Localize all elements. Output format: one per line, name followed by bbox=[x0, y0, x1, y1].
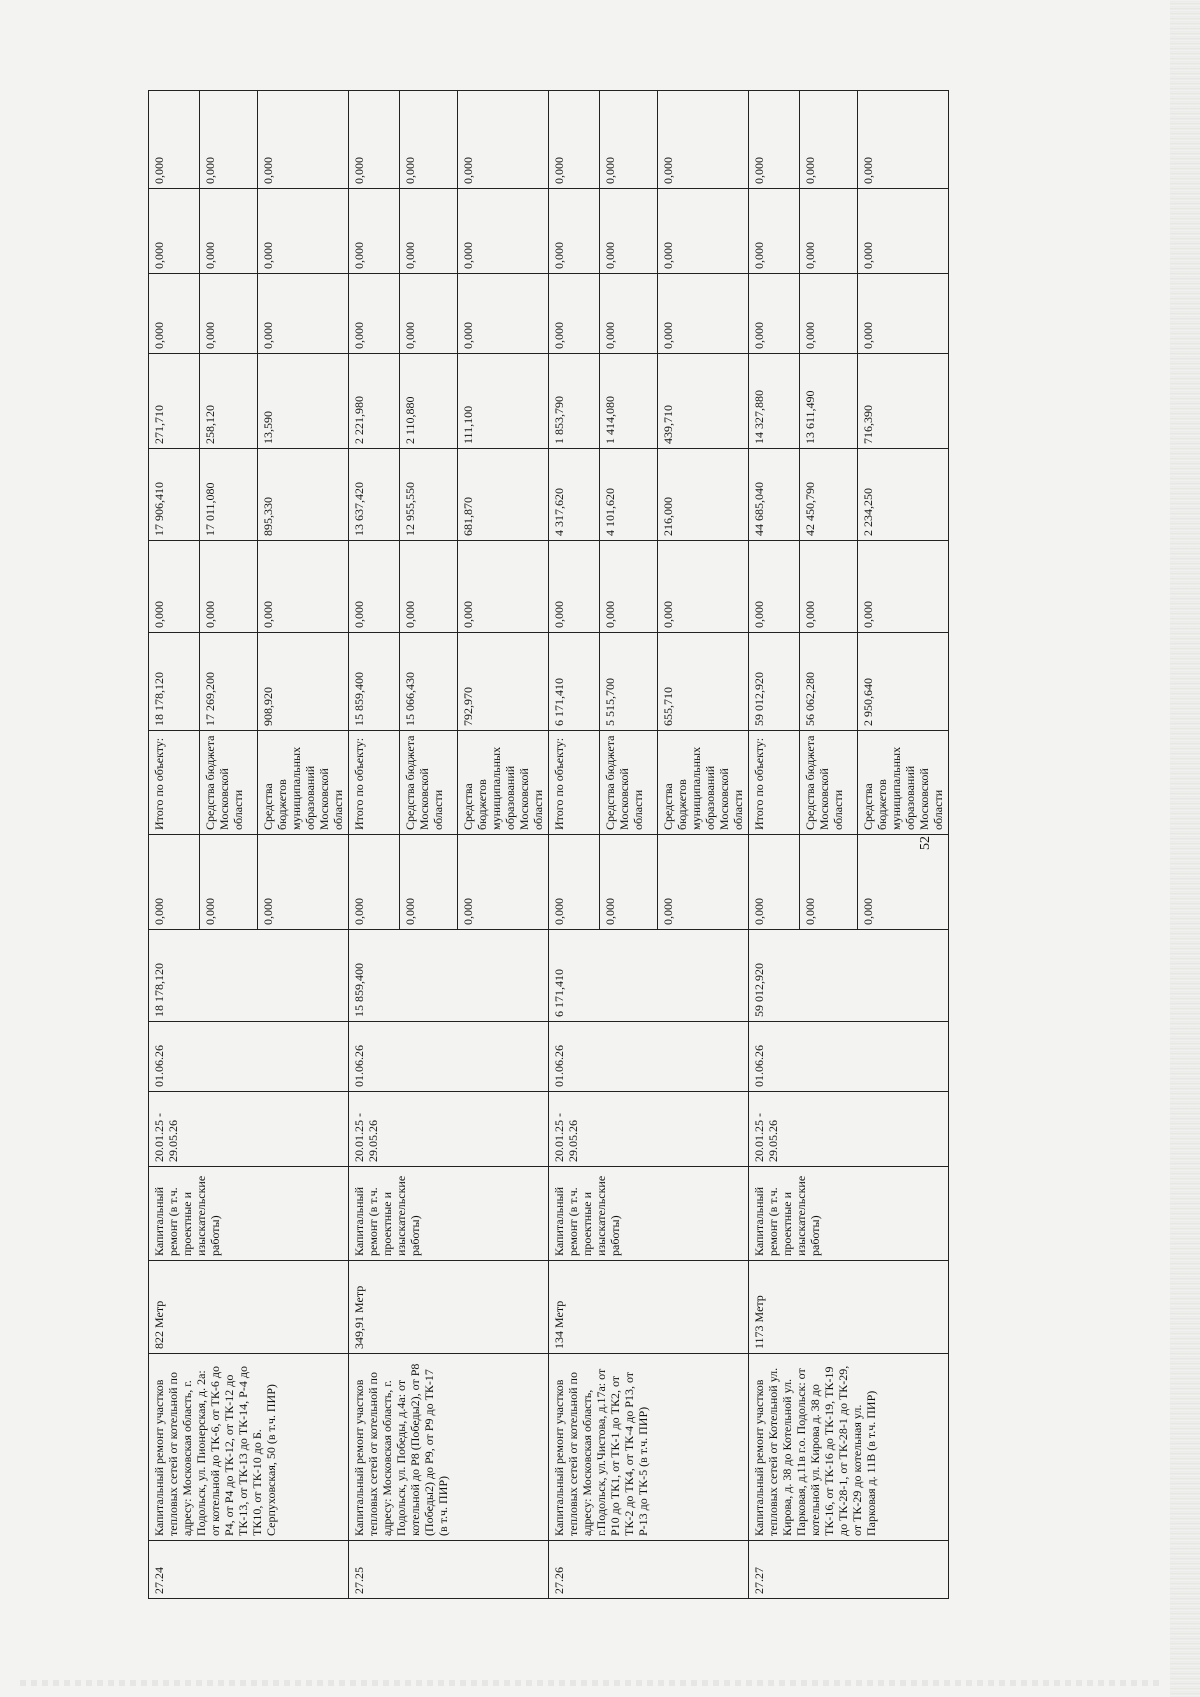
amount-year5-cell: 0,000 bbox=[200, 189, 258, 274]
amount-year3-cell: 716,390 bbox=[858, 354, 949, 449]
remaining-amount-cell: 0,000 bbox=[749, 91, 800, 189]
funding-source-cell: Средства бюджетов муниципальных образований Московской области bbox=[658, 731, 749, 835]
amount-year1-cell: 0,000 bbox=[149, 541, 200, 633]
remaining-amount-cell: 0,000 bbox=[149, 91, 200, 189]
funding-source-cell: Итого по объекту: bbox=[149, 731, 200, 835]
amount-total-cell: 56 062,280 bbox=[800, 633, 858, 731]
prev-amount-cell: 0,000 bbox=[858, 835, 949, 930]
amount-year5-cell: 0,000 bbox=[458, 189, 549, 274]
amount-year1-cell: 0,000 bbox=[258, 541, 349, 633]
remaining-amount-cell: 0,000 bbox=[349, 91, 400, 189]
row-number-cell: 27.25 bbox=[349, 1541, 549, 1599]
amount-year4-cell: 0,000 bbox=[349, 274, 400, 354]
amount-total-cell: 908,920 bbox=[258, 633, 349, 731]
table-row bbox=[349, 91, 400, 1599]
total-cost-cell: 18 178,120 bbox=[149, 930, 349, 1022]
remaining-amount-cell: 0,000 bbox=[600, 91, 658, 189]
amount-year2-cell: 44 685,040 bbox=[749, 449, 800, 541]
amount-year2-cell: 2 234,250 bbox=[858, 449, 949, 541]
row-number-cell: 27.24 bbox=[149, 1541, 349, 1599]
remaining-amount-cell: 0,000 bbox=[549, 91, 600, 189]
amount-year2-cell: 4 317,620 bbox=[549, 449, 600, 541]
prev-amount-cell: 0,000 bbox=[149, 835, 200, 930]
date-cell: 01.06.26 bbox=[149, 1022, 349, 1092]
amount-year4-cell: 0,000 bbox=[800, 274, 858, 354]
prev-amount-cell: 0,000 bbox=[349, 835, 400, 930]
amount-year4-cell: 0,000 bbox=[749, 274, 800, 354]
amount-year5-cell: 0,000 bbox=[400, 189, 458, 274]
amount-total-cell: 59 012,920 bbox=[749, 633, 800, 731]
amount-year1-cell: 0,000 bbox=[600, 541, 658, 633]
objects-table bbox=[148, 90, 949, 1599]
amount-total-cell: 2 950,640 bbox=[858, 633, 949, 731]
amount-year1-cell: 0,000 bbox=[858, 541, 949, 633]
measure-cell: 822 Метр bbox=[149, 1261, 349, 1354]
prev-amount-cell: 0,000 bbox=[658, 835, 749, 930]
scan-edge bbox=[1170, 0, 1200, 1697]
measure-cell: 1173 Метр bbox=[749, 1261, 949, 1354]
amount-year1-cell: 0,000 bbox=[200, 541, 258, 633]
amount-year5-cell: 0,000 bbox=[749, 189, 800, 274]
amount-year5-cell: 0,000 bbox=[349, 189, 400, 274]
amount-year5-cell: 0,000 bbox=[149, 189, 200, 274]
amount-year5-cell: 0,000 bbox=[658, 189, 749, 274]
remaining-amount-cell: 0,000 bbox=[658, 91, 749, 189]
prev-amount-cell: 0,000 bbox=[258, 835, 349, 930]
funding-source-cell: Средства бюджета Московской области bbox=[600, 731, 658, 835]
amount-year2-cell: 42 450,790 bbox=[800, 449, 858, 541]
prev-amount-cell: 0,000 bbox=[200, 835, 258, 930]
total-cost-cell: 6 171,410 bbox=[549, 930, 749, 1022]
amount-year5-cell: 0,000 bbox=[800, 189, 858, 274]
measure-cell: 349,91 Метр bbox=[349, 1261, 549, 1354]
amount-year2-cell: 681,870 bbox=[458, 449, 549, 541]
amount-year3-cell: 439,710 bbox=[658, 354, 749, 449]
amount-year3-cell: 2 110,880 bbox=[400, 354, 458, 449]
table-row bbox=[749, 91, 800, 1599]
object-name-cell: Капитальный ремонт участков тепловых сетей от Котельной ул. Кирова, д. 38 до Котельной ул. Парковая, д.11в г.о. Подольск: от котельной ул. Кирова д. 38 до ТК-16, от ТК-16 до ТК-19, ТК-19 до ТК-28-1, от ТК-28-1 до ТК-29, от ТК-29 до котельная ул. Парковая д. 11В (в т.ч. ПИР) bbox=[749, 1354, 949, 1541]
prev-amount-cell: 0,000 bbox=[800, 835, 858, 930]
amount-total-cell: 18 178,120 bbox=[149, 633, 200, 731]
funding-source-cell: Средства бюджета Московской области bbox=[200, 731, 258, 835]
period-cell: 20.01.25 - 29.05.26 bbox=[549, 1092, 749, 1167]
amount-year3-cell: 271,710 bbox=[149, 354, 200, 449]
total-cost-cell: 59 012,920 bbox=[749, 930, 949, 1022]
amount-total-cell: 15 859,400 bbox=[349, 633, 400, 731]
amount-total-cell: 655,710 bbox=[658, 633, 749, 731]
page-number-text: 52 bbox=[918, 836, 933, 850]
period-cell: 20.01.25 - 29.05.26 bbox=[149, 1092, 349, 1167]
prev-amount-cell: 0,000 bbox=[400, 835, 458, 930]
amount-year2-cell: 13 637,420 bbox=[349, 449, 400, 541]
amount-year2-cell: 12 955,550 bbox=[400, 449, 458, 541]
amount-year2-cell: 216,000 bbox=[658, 449, 749, 541]
work-type-cell: Капитальный ремонт (в т.ч. проектные и изыскательские работы) bbox=[749, 1167, 949, 1261]
scan-noise bbox=[20, 1680, 1160, 1686]
period-cell: 20.01.25 - 29.05.26 bbox=[749, 1092, 949, 1167]
object-name-cell: Капитальный ремонт участков тепловых сетей от котельной по адресу: Московская область, г. Подольск, ул. Пионерская, д. 2а: от котельной до ТК-6, от ТК-6 до Р4, от Р4 до ТК-12, от ТК-12 до ТК-13, от ТК-13 до ТК-14, Р-4 до ТК10, от ТК-10 до Б. Серпуховская, 50 (в т.ч. ПИР) bbox=[149, 1354, 349, 1541]
date-cell: 01.06.26 bbox=[749, 1022, 949, 1092]
date-cell: 01.06.26 bbox=[549, 1022, 749, 1092]
amount-year5-cell: 0,000 bbox=[600, 189, 658, 274]
amount-year2-cell: 895,330 bbox=[258, 449, 349, 541]
amount-year3-cell: 2 221,980 bbox=[349, 354, 400, 449]
amount-year1-cell: 0,000 bbox=[800, 541, 858, 633]
funding-source-cell: Средства бюджетов муниципальных образований Московской области bbox=[858, 731, 949, 835]
funding-source-cell: Итого по объекту: bbox=[349, 731, 400, 835]
amount-year4-cell: 0,000 bbox=[400, 274, 458, 354]
amount-year4-cell: 0,000 bbox=[458, 274, 549, 354]
row-number-cell: 27.26 bbox=[549, 1541, 749, 1599]
amount-total-cell: 792,970 bbox=[458, 633, 549, 731]
funding-source-cell: Средства бюджетов муниципальных образований Московской области bbox=[458, 731, 549, 835]
amount-year3-cell: 13 611,490 bbox=[800, 354, 858, 449]
amount-year4-cell: 0,000 bbox=[549, 274, 600, 354]
amount-year2-cell: 4 101,620 bbox=[600, 449, 658, 541]
remaining-amount-cell: 0,000 bbox=[400, 91, 458, 189]
prev-amount-cell: 0,000 bbox=[549, 835, 600, 930]
work-type-cell: Капитальный ремонт (в т.ч. проектные и изыскательские работы) bbox=[349, 1167, 549, 1261]
amount-year3-cell: 14 327,880 bbox=[749, 354, 800, 449]
amount-year3-cell: 111,100 bbox=[458, 354, 549, 449]
object-name-cell: Капитальный ремонт участков тепловых сетей от котельной по адресу: Московская область, г. Подольск, ул. Победы, д.4а: от котельной до Р8 (Победы2), от Р8 (Победы2) до Р9, от Р9 до ТК-17 (в т.ч. ПИР) bbox=[349, 1354, 549, 1541]
remaining-amount-cell: 0,000 bbox=[858, 91, 949, 189]
amount-year4-cell: 0,000 bbox=[658, 274, 749, 354]
prev-amount-cell: 0,000 bbox=[600, 835, 658, 930]
date-cell: 01.06.26 bbox=[349, 1022, 549, 1092]
amount-year3-cell: 258,120 bbox=[200, 354, 258, 449]
object-name-cell: Капитальный ремонт участков тепловых сетей от котельной по адресу: Московская область, г.Подольск, ул.Чистова, д.17а: от Р10 до ТК1, от ТК-1 до ТК2, от ТК-2 до ТК4, от ТК-4 до Р13, от Р-13 до ТК-5 (в т.ч. ПИР) bbox=[549, 1354, 749, 1541]
funding-source-cell: Средства бюджета Московской области bbox=[800, 731, 858, 835]
amount-year1-cell: 0,000 bbox=[349, 541, 400, 633]
amount-total-cell: 5 515,700 bbox=[600, 633, 658, 731]
funding-source-cell: Итого по объекту: bbox=[549, 731, 600, 835]
amount-year4-cell: 0,000 bbox=[200, 274, 258, 354]
amount-year3-cell: 13,590 bbox=[258, 354, 349, 449]
amount-total-cell: 6 171,410 bbox=[549, 633, 600, 731]
amount-year3-cell: 1 414,080 bbox=[600, 354, 658, 449]
amount-year5-cell: 0,000 bbox=[858, 189, 949, 274]
amount-year3-cell: 1 853,790 bbox=[549, 354, 600, 449]
amount-year4-cell: 0,000 bbox=[149, 274, 200, 354]
period-cell: 20.01.25 - 29.05.26 bbox=[349, 1092, 549, 1167]
work-type-cell: Капитальный ремонт (в т.ч. проектные и изыскательские работы) bbox=[149, 1167, 349, 1261]
remaining-amount-cell: 0,000 bbox=[458, 91, 549, 189]
amount-year1-cell: 0,000 bbox=[749, 541, 800, 633]
prev-amount-cell: 0,000 bbox=[458, 835, 549, 930]
amount-year2-cell: 17 906,410 bbox=[149, 449, 200, 541]
amount-year5-cell: 0,000 bbox=[258, 189, 349, 274]
rotated-table-wrapper bbox=[148, 91, 945, 1599]
amount-total-cell: 15 066,430 bbox=[400, 633, 458, 731]
amount-year1-cell: 0,000 bbox=[458, 541, 549, 633]
amount-year1-cell: 0,000 bbox=[549, 541, 600, 633]
amount-year4-cell: 0,000 bbox=[600, 274, 658, 354]
remaining-amount-cell: 0,000 bbox=[258, 91, 349, 189]
table-row bbox=[549, 91, 600, 1599]
amount-year4-cell: 0,000 bbox=[858, 274, 949, 354]
total-cost-cell: 15 859,400 bbox=[349, 930, 549, 1022]
amount-year5-cell: 0,000 bbox=[549, 189, 600, 274]
row-number-cell: 27.27 bbox=[749, 1541, 949, 1599]
amount-year4-cell: 0,000 bbox=[258, 274, 349, 354]
amount-year2-cell: 17 011,080 bbox=[200, 449, 258, 541]
remaining-amount-cell: 0,000 bbox=[800, 91, 858, 189]
work-type-cell: Капитальный ремонт (в т.ч. проектные и изыскательские работы) bbox=[549, 1167, 749, 1261]
page-number bbox=[918, 836, 934, 850]
funding-source-cell: Средства бюджетов муниципальных образований Московской области bbox=[258, 731, 349, 835]
table-row bbox=[149, 91, 200, 1599]
table-body bbox=[149, 91, 949, 1599]
funding-source-cell: Итого по объекту: bbox=[749, 731, 800, 835]
amount-year1-cell: 0,000 bbox=[658, 541, 749, 633]
measure-cell: 134 Метр bbox=[549, 1261, 749, 1354]
amount-year1-cell: 0,000 bbox=[400, 541, 458, 633]
amount-total-cell: 17 269,200 bbox=[200, 633, 258, 731]
funding-source-cell: Средства бюджета Московской области bbox=[400, 731, 458, 835]
remaining-amount-cell: 0,000 bbox=[200, 91, 258, 189]
prev-amount-cell: 0,000 bbox=[749, 835, 800, 930]
